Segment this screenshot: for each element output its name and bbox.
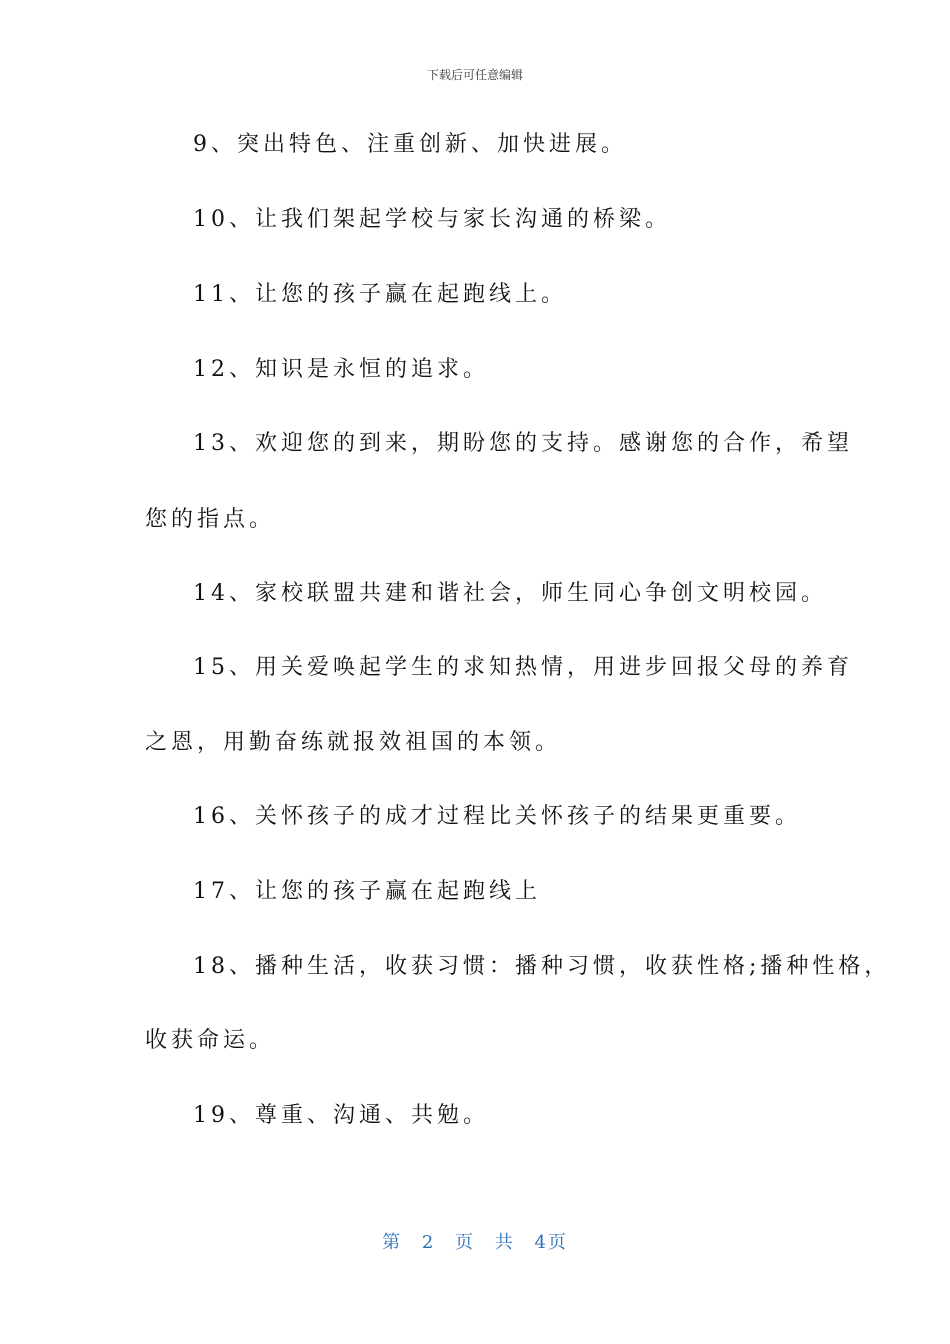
footer-page-word: 页 (455, 1232, 475, 1253)
item-10: 10、让我们架起学校与家长沟通的桥梁。 (193, 207, 671, 232)
footer-prefix: 第 (382, 1232, 403, 1253)
item-9: 9、突出特色、注重创新、加快进展。 (193, 132, 627, 157)
item-18-continued: 收获命运。 (145, 1028, 276, 1053)
item-15-continued: 之恩，用勤奋练就报效祖国的本领。 (145, 730, 562, 755)
item-19: 19、尊重、沟通、共勉。 (193, 1103, 489, 1128)
footer-total-word: 共 (494, 1232, 515, 1253)
item-17: 17、让您的孩子赢在起跑线上 (193, 879, 541, 904)
item-11: 11、让您的孩子赢在起跑线上。 (193, 282, 567, 307)
item-14: 14、家校联盟共建和谐社会，师生同心争创文明校园。 (193, 581, 827, 606)
item-16: 16、关怀孩子的成才过程比关怀孩子的结果更重要。 (193, 804, 801, 829)
item-18: 18、播种生活，收获习惯：播种习惯，收获性格;播种性格， (193, 954, 891, 979)
footer-total-pages: 4页 (534, 1232, 568, 1253)
item-13: 13、欢迎您的到来，期盼您的支持。感谢您的合作，希望 (193, 431, 853, 456)
item-12: 12、知识是永恒的追求。 (193, 357, 489, 382)
item-15: 15、用关爱唤起学生的求知热情，用进步回报父母的养育 (193, 655, 853, 680)
item-13-continued: 您的指点。 (145, 507, 276, 532)
footer-current-page: 2 (421, 1232, 436, 1253)
page-header: 下载后可任意编辑 (426, 68, 523, 82)
page-footer (0, 1228, 950, 1254)
